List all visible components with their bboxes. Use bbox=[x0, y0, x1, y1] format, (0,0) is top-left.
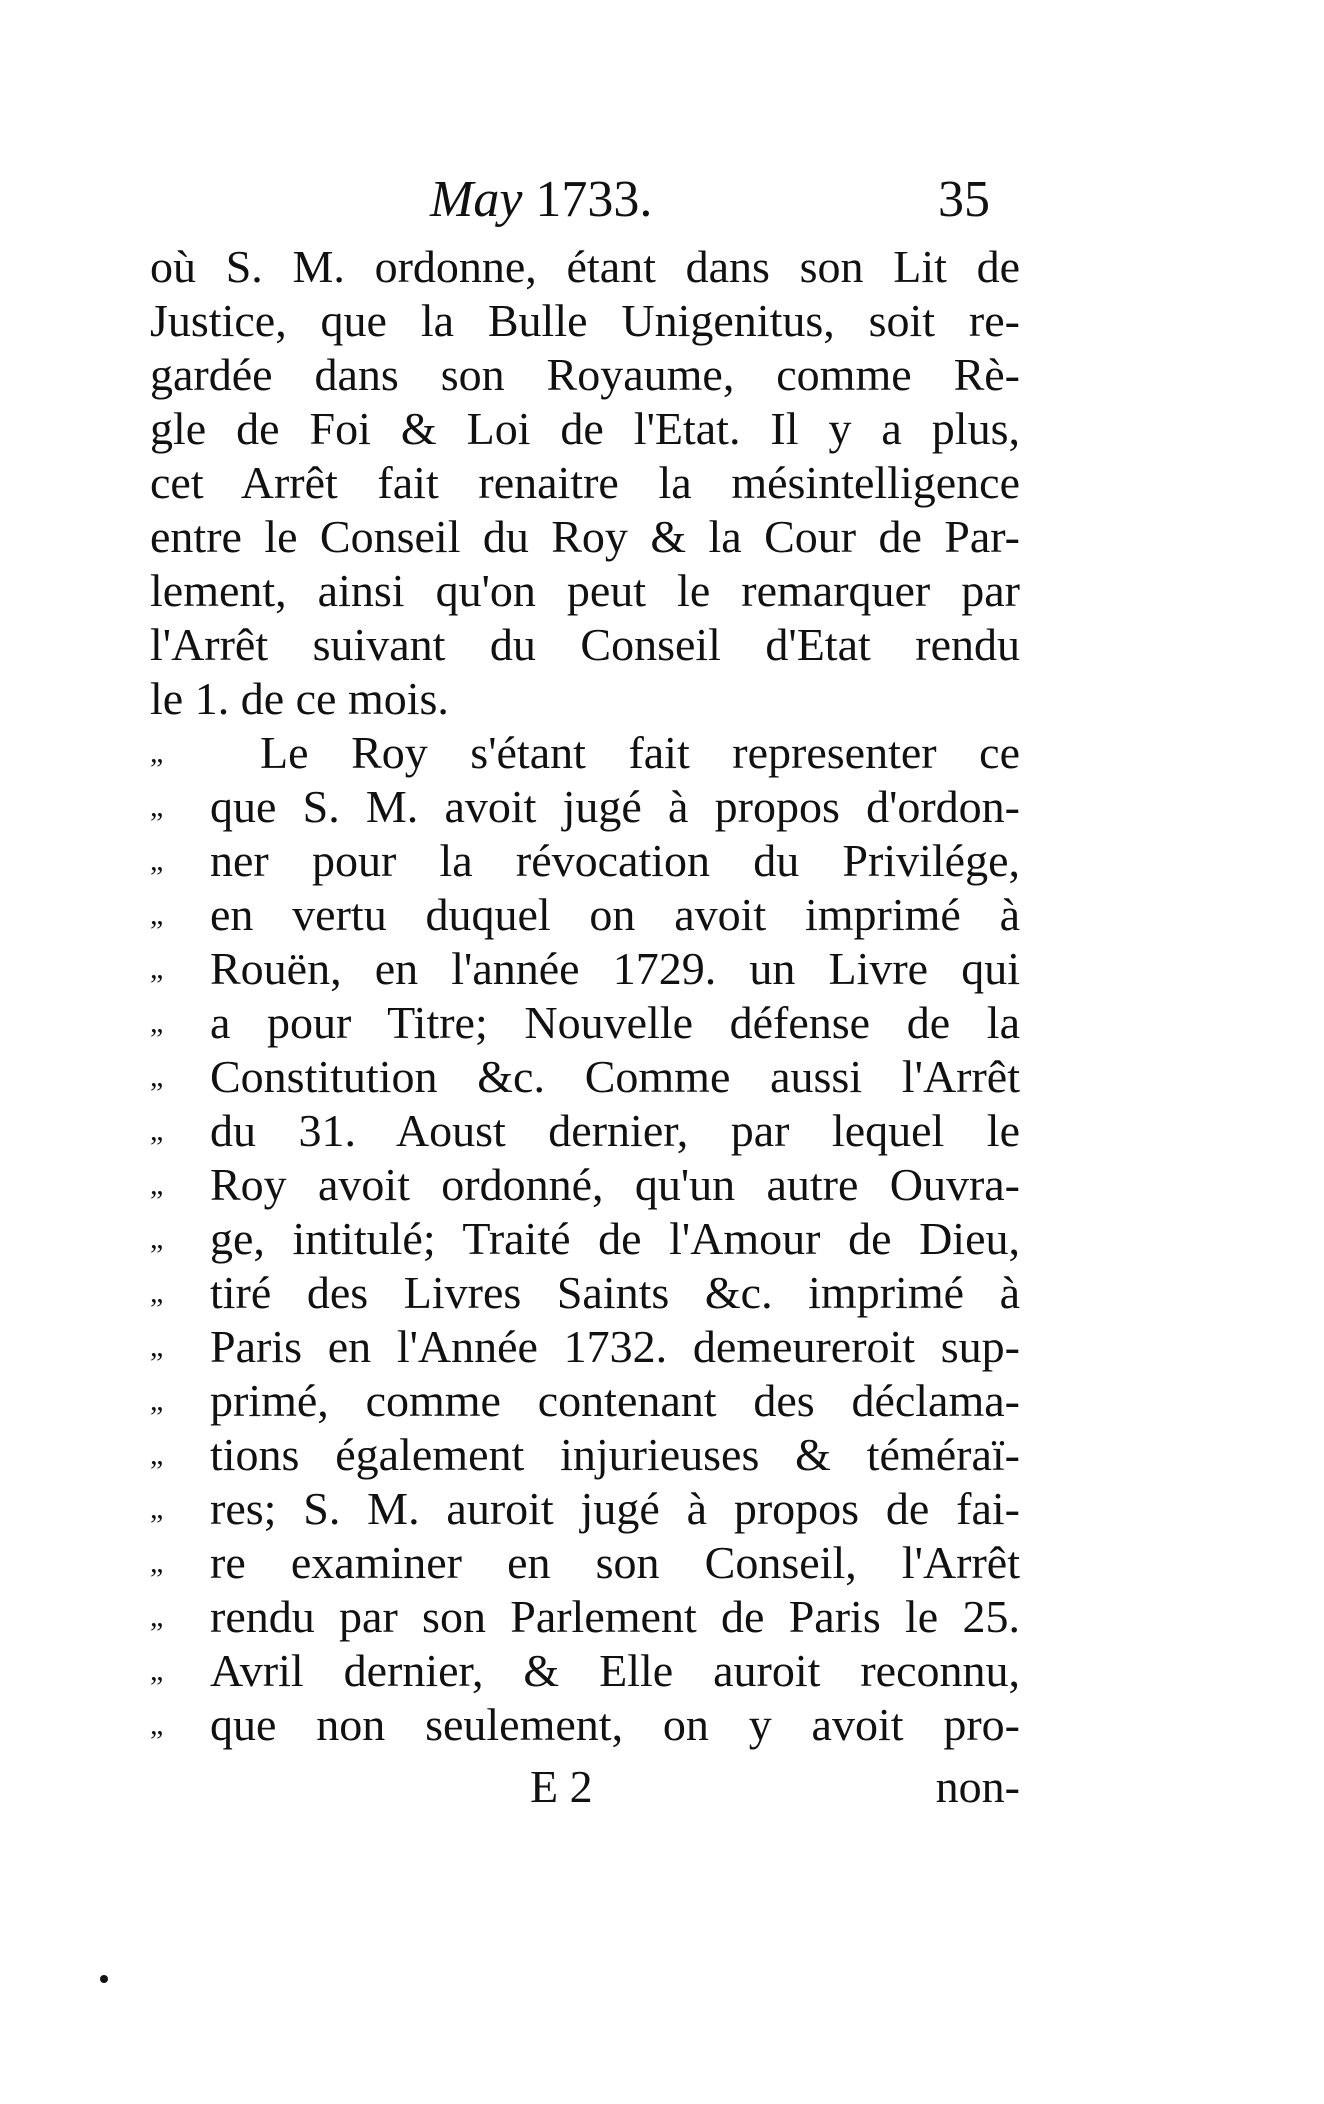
quoted-line-text: Le Roy s'étant fait representer ce bbox=[260, 727, 1020, 778]
quoted-line bbox=[150, 1266, 1020, 1320]
text-line: le 1. de ce mois. bbox=[150, 673, 449, 724]
quoted-line-text: Avril dernier, & Elle auroit reconnu, bbox=[210, 1645, 1020, 1696]
quoted-line bbox=[150, 1050, 1020, 1104]
quoted-line-text: tiré des Livres Saints &c. imprimé à bbox=[210, 1267, 1020, 1318]
text-line: gardée dans son Royaume, comme Rè- bbox=[150, 349, 1020, 400]
quoted-line bbox=[150, 1482, 1020, 1536]
page-header bbox=[150, 160, 1010, 240]
quote-mark: „ bbox=[150, 952, 164, 985]
text-line: entre le Conseil du Roy & la Cour de Par- bbox=[150, 511, 1020, 562]
quote-mark: „ bbox=[150, 898, 164, 931]
quoted-line bbox=[150, 1698, 1020, 1752]
quoted-line-text: rendu par son Parlement de Paris le 25. bbox=[210, 1591, 1020, 1642]
quoted-line bbox=[150, 996, 1020, 1050]
quote-mark: „ bbox=[150, 1654, 164, 1687]
quoted-line bbox=[150, 1104, 1020, 1158]
quoted-line-text: du 31. Aoust dernier, par lequel le bbox=[210, 1105, 1020, 1156]
running-title-year: 1733. bbox=[535, 171, 653, 228]
quote-mark: „ bbox=[150, 1168, 164, 1201]
page-number: 35 bbox=[938, 171, 990, 228]
quoted-line bbox=[150, 1644, 1020, 1698]
quote-mark: „ bbox=[150, 1708, 164, 1741]
catchword: non- bbox=[935, 1761, 1020, 1812]
quoted-line-text: en vertu duquel on avoit imprimé à bbox=[210, 889, 1020, 940]
text-line: cet Arrêt fait renaitre la mésintelligence bbox=[150, 457, 1020, 508]
quoted-line-text: Roy avoit ordonné, qu'un autre Ouvra- bbox=[210, 1159, 1020, 1210]
quoted-line bbox=[150, 942, 1020, 996]
quoted-line bbox=[150, 834, 1020, 888]
quoted-line bbox=[150, 1536, 1020, 1590]
quoted-line bbox=[150, 1158, 1020, 1212]
quoted-line-text: res; S. M. auroit jugé à propos de fai- bbox=[210, 1483, 1020, 1534]
text-line: gle de Foi & Loi de l'Etat. Il y a plus, bbox=[150, 403, 1020, 454]
quoted-line bbox=[150, 1374, 1020, 1428]
body-text bbox=[150, 240, 1020, 1752]
quoted-line-text: a pour Titre; Nouvelle défense de la bbox=[210, 997, 1020, 1048]
page-footer bbox=[150, 1760, 1020, 1814]
ink-speck bbox=[100, 1975, 108, 1983]
quoted-line-text: ge, intitulé; Traité de l'Amour de Dieu, bbox=[210, 1213, 1020, 1264]
quoted-line bbox=[150, 1428, 1020, 1482]
quoted-line-text: Paris en l'Année 1732. demeureroit sup- bbox=[210, 1321, 1020, 1372]
quoted-line bbox=[150, 888, 1020, 942]
quoted-line bbox=[150, 780, 1020, 834]
quote-mark: „ bbox=[150, 790, 164, 823]
quote-mark: „ bbox=[150, 1384, 164, 1417]
quoted-line bbox=[150, 1212, 1020, 1266]
quoted-line-text: que S. M. avoit jugé à propos d'ordon- bbox=[210, 781, 1020, 832]
text-line: lement, ainsi qu'on peut le remarquer par bbox=[150, 565, 1020, 616]
quoted-line bbox=[150, 1590, 1020, 1644]
signature-mark: E 2 bbox=[530, 1761, 593, 1812]
quote-mark: „ bbox=[150, 1222, 164, 1255]
quote-mark: „ bbox=[150, 1114, 164, 1147]
quoted-line-text: Constitution &c. Comme aussi l'Arrêt bbox=[210, 1051, 1020, 1102]
quote-mark: „ bbox=[150, 736, 164, 769]
quoted-line-text: que non seulement, on y avoit pro- bbox=[210, 1699, 1020, 1750]
text-line: Justice, que la Bulle Unigenitus, soit re- bbox=[150, 295, 1020, 346]
text-line: l'Arrêt suivant du Conseil d'Etat rendu bbox=[150, 619, 1020, 670]
text-line: où S. M. ordonne, étant dans son Lit de bbox=[150, 241, 1020, 292]
quoted-line-text: tions également injurieuses & téméraï- bbox=[210, 1429, 1020, 1480]
running-title bbox=[430, 160, 652, 240]
quoted-line-text: primé, comme contenant des déclama- bbox=[210, 1375, 1020, 1426]
quoted-line bbox=[150, 1320, 1020, 1374]
quoted-line-text: re examiner en son Conseil, l'Arrêt bbox=[210, 1537, 1020, 1588]
quote-mark: „ bbox=[150, 1006, 164, 1039]
quoted-line-text: Rouën, en l'année 1729. un Livre qui bbox=[210, 943, 1020, 994]
quote-mark: „ bbox=[150, 1060, 164, 1093]
quote-mark: „ bbox=[150, 1330, 164, 1363]
quoted-line-text: ner pour la révocation du Privilége, bbox=[210, 835, 1020, 886]
quote-mark: „ bbox=[150, 1438, 164, 1471]
running-title-month: May bbox=[430, 171, 523, 228]
quote-mark: „ bbox=[150, 844, 164, 877]
quote-mark: „ bbox=[150, 1546, 164, 1579]
quote-mark: „ bbox=[150, 1492, 164, 1525]
quote-mark: „ bbox=[150, 1276, 164, 1309]
quoted-line bbox=[150, 726, 1020, 780]
quote-mark: „ bbox=[150, 1600, 164, 1633]
